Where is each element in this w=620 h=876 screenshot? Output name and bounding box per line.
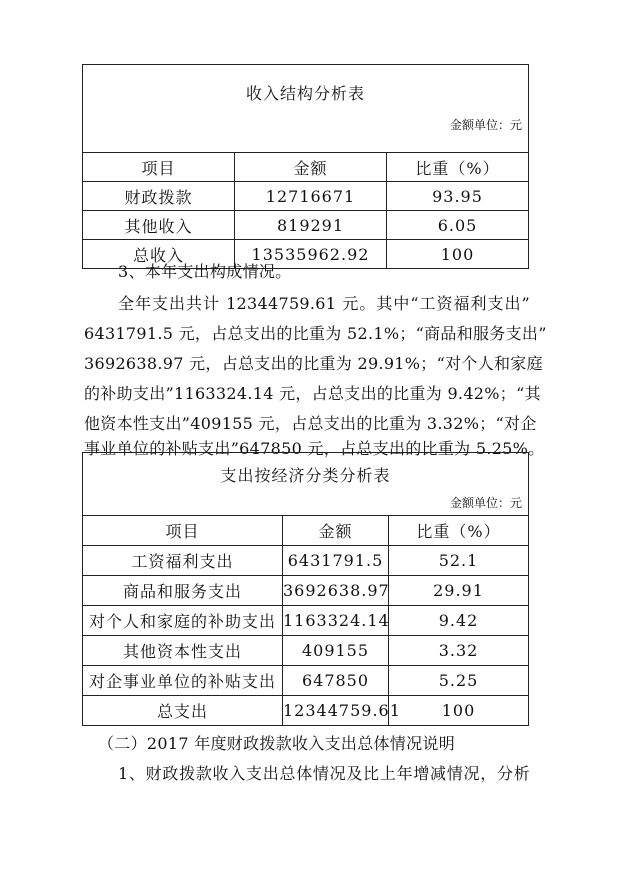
- cell-ratio: 29.91: [389, 576, 529, 606]
- paragraph-line: 他资本性支出”409155 元，占总支出的比重为 3.32%；“对企: [84, 414, 537, 433]
- cell-item: 对企事业单位的补贴支出: [83, 666, 283, 696]
- paragraph-line: 6431791.5 元，占总支出的比重为 52.1%；“商品和服务支出”: [84, 324, 547, 343]
- cell-item: 其他资本性支出: [83, 636, 283, 666]
- table-row: [83, 606, 529, 636]
- paragraph-line: 3692638.97 元，占总支出的比重为 29.91%；“对个人和家庭: [84, 354, 543, 373]
- cell-amount: 12344759.61: [283, 696, 389, 726]
- header-ratio: 比重（%）: [387, 153, 529, 182]
- table-unit-note: 金额单位：元: [450, 496, 523, 510]
- header-item: 项目: [83, 516, 283, 546]
- header-amount: 金额: [283, 516, 389, 546]
- cell-ratio: 52.1: [389, 546, 529, 576]
- paragraph-line: 的补助支出”1163324.14 元，占总支出的比重为 9.42%；“其: [84, 384, 541, 403]
- paragraph-line: 全年支出共计 12344759.61 元。其中“工资福利支出”: [118, 294, 530, 313]
- cell-ratio: 9.42: [389, 606, 529, 636]
- table-row: [83, 696, 529, 726]
- cell-ratio: 5.25: [389, 666, 529, 696]
- expenditure-classification-table: [82, 452, 529, 726]
- section-heading: 3、本年支出构成情况。: [118, 262, 292, 281]
- table-row: [83, 182, 529, 211]
- cell-ratio: 6.05: [387, 211, 529, 240]
- cell-amount: 647850: [283, 666, 389, 696]
- table-title: 支出按经济分类分析表: [220, 466, 391, 485]
- table-row: [83, 211, 529, 240]
- table-title-cell: [83, 65, 529, 153]
- table-header-row: [83, 153, 529, 182]
- cell-ratio: 3.32: [389, 636, 529, 666]
- cell-amount: 12716671: [235, 182, 387, 211]
- cell-ratio: 93.95: [387, 182, 529, 211]
- income-structure-table: [82, 64, 529, 269]
- cell-item: 商品和服务支出: [83, 576, 283, 606]
- cell-item: 总支出: [83, 696, 283, 726]
- cell-amount: 819291: [235, 211, 387, 240]
- cell-ratio: 100: [387, 240, 529, 269]
- section-heading: （二）2017 年度财政拨款收入支出总体情况说明: [98, 734, 456, 753]
- table-header-row: [83, 516, 529, 546]
- paragraph-line: 事业单位的补贴支出”647850 元，占总支出的比重为 5.25%。: [84, 439, 545, 458]
- cell-item: 财政拨款: [83, 182, 235, 211]
- cell-amount: 409155: [283, 636, 389, 666]
- cell-amount: 3692638.97: [283, 576, 389, 606]
- table-row: [83, 636, 529, 666]
- paragraph-line: 1、财政拨款收入支出总体情况及比上年增减情况，分析: [118, 764, 530, 783]
- cell-item: 其他收入: [83, 211, 235, 240]
- cell-item: 工资福利支出: [83, 546, 283, 576]
- header-ratio: 比重（%）: [389, 516, 529, 546]
- cell-item: 对个人和家庭的补助支出: [83, 606, 283, 636]
- table-title: 收入结构分析表: [246, 84, 366, 103]
- cell-item: 总收入: [83, 240, 235, 269]
- cell-amount: 6431791.5: [283, 546, 389, 576]
- header-amount: 金额: [235, 153, 387, 182]
- table-row: [83, 666, 529, 696]
- header-item: 项目: [83, 153, 235, 182]
- table-title-cell: [83, 453, 529, 516]
- cell-amount: 13535962.92: [235, 240, 387, 269]
- table-unit-note: 金额单位：元: [450, 118, 523, 132]
- table-row: [83, 576, 529, 606]
- cell-ratio: 100: [389, 696, 529, 726]
- table-row: [83, 546, 529, 576]
- cell-amount: 1163324.14: [283, 606, 389, 636]
